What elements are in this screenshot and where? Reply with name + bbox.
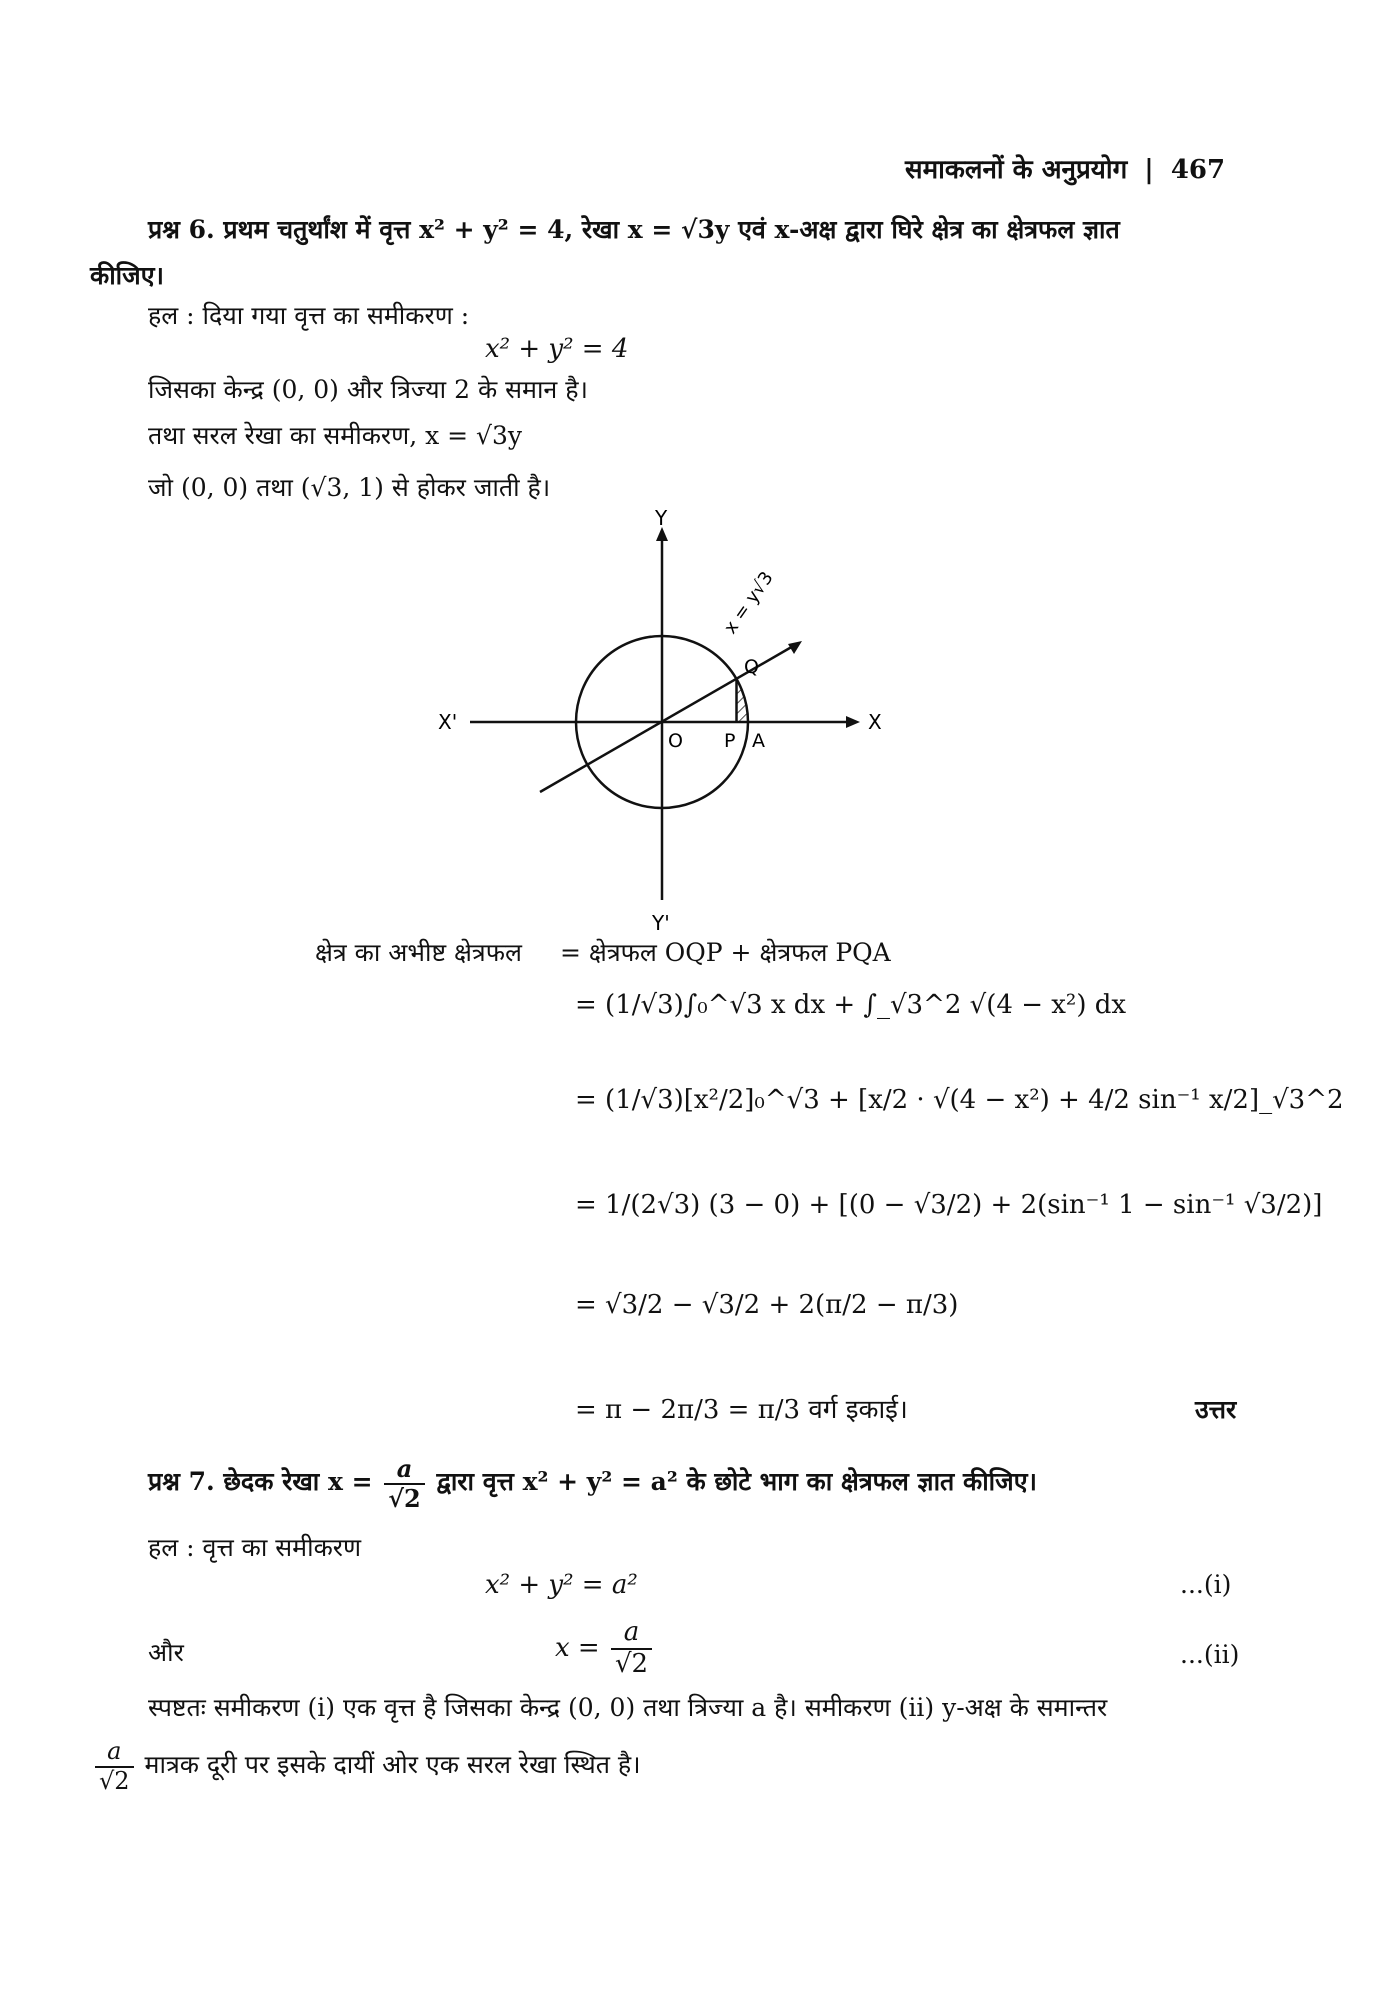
q6-solution-intro: हल : दिया गया वृत्त का समीकरण : bbox=[148, 301, 470, 330]
step-2: = (1/√3)[x²/2]₀^√3 + [x/2 · √(4 − x²) + 4/2 sin⁻¹ x/2]_√3^2 bbox=[575, 1085, 1344, 1115]
q7-equation-2-tag: ...(ii) bbox=[1180, 1640, 1240, 1669]
chapter-title: समाकलनों के अनुप्रयोग bbox=[905, 155, 1128, 185]
q7-equation-1: x² + y² = a² bbox=[485, 1570, 638, 1600]
q6-circle-equation: x² + y² = 4 bbox=[485, 334, 629, 364]
step-5: = π − 2π/3 = π/3 वर्ग इकाई। bbox=[575, 1395, 908, 1425]
step-1: = (1/√3)∫₀^√3 x dx + ∫_√3^2 √(4 − x²) dx bbox=[575, 990, 1127, 1020]
label-x: X bbox=[868, 710, 882, 734]
q7-equation-2: x = $\frac{a}{√2}$ bbox=[555, 1618, 655, 1680]
q6-passes-through-text: जो (0, 0) तथा (√3, 1) से होकर जाती है। bbox=[148, 473, 551, 502]
q7-question: प्रश्न 7. छेदक रेखा x = $\frac{a}{√2}$ द्वारा वृत्त x² + y² = a² के छोटे भाग का क्षेत्रफल ज्ञात कीजिए। bbox=[148, 1454, 1037, 1513]
q6-line-equation-text: तथा सरल रेखा का समीकरण, x = √3y bbox=[148, 421, 523, 450]
page-number: 467 bbox=[1170, 155, 1226, 185]
q6-question-line1: प्रश्न 6. प्रथम चतुर्थांश में वृत्त x² + y² = 4, रेखा x = √3y एवं x-अक्ष द्वारा घिरे क्षेत्र का क्षेत्रफल ज्ञात bbox=[148, 215, 1120, 244]
area-lhs: क्षेत्र का अभीष्ट क्षेत्रफल bbox=[315, 938, 522, 967]
step-4: = √3/2 − √3/2 + 2(π/2 − π/3) bbox=[575, 1290, 959, 1320]
x-axis-arrow-icon bbox=[846, 716, 860, 728]
q6-centre-text: जिसका केन्द्र (0, 0) और त्रिज्या 2 के समान है। bbox=[148, 375, 588, 404]
label-y: Y bbox=[655, 506, 668, 530]
q7-explain-line1: स्पष्टतः समीकरण (i) एक वृत्त है जिसका केन्द्र (0, 0) तथा त्रिज्या a है। समीकरण (ii) y-अक्ष के समान्तर bbox=[148, 1693, 1108, 1722]
q7-explain-line2: $\frac{a}{√2}$ मात्रक दूरी पर इसके दायीं ओर एक सरल रेखा स्थित है। bbox=[92, 1738, 641, 1795]
label-y-neg: Y' bbox=[652, 911, 670, 935]
label-o: O bbox=[668, 730, 683, 752]
label-q: Q bbox=[744, 656, 759, 678]
q7-and: और bbox=[148, 1638, 184, 1667]
area-rhs: = क्षेत्रफल OQP + क्षेत्रफल PQA bbox=[560, 938, 891, 967]
step-3: = 1/(2√3) (3 − 0) + [(0 − √3/2) + 2(sin⁻¹ 1 − sin⁻¹ √3/2)] bbox=[575, 1190, 1323, 1220]
label-a: A bbox=[752, 730, 765, 752]
header-separator: | bbox=[1144, 155, 1154, 185]
circle-figure bbox=[438, 506, 890, 935]
q6-question-line2: कीजिए। bbox=[90, 261, 165, 290]
line-label: x = y√3 bbox=[719, 567, 778, 638]
label-p: P bbox=[724, 730, 736, 752]
q7-equation-1-tag: ...(i) bbox=[1180, 1570, 1232, 1599]
answer-label: उत्तर bbox=[1195, 1395, 1237, 1424]
label-x-neg: X' bbox=[438, 710, 458, 734]
running-header bbox=[905, 150, 1225, 186]
q7-solution-intro: हल : वृत्त का समीकरण bbox=[148, 1533, 362, 1562]
